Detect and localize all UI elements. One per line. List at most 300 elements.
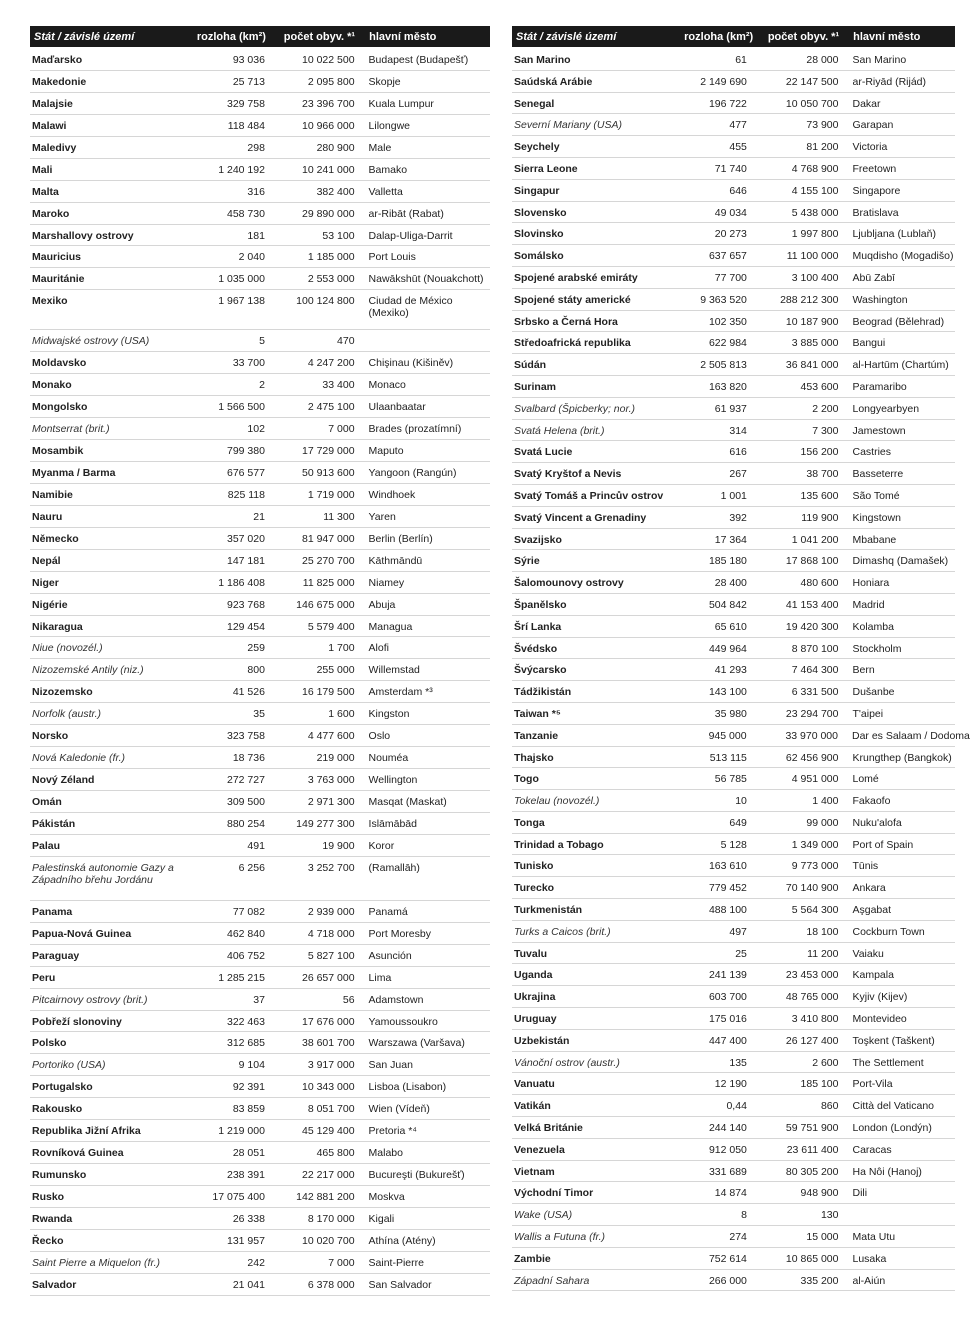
cell-capital: Kuala Lumpur (368, 97, 434, 110)
table-row (512, 1008, 955, 1030)
cell-capital: Chişinau (Kišiněv) (368, 357, 454, 370)
cell-population: 142 881 200 (296, 1191, 355, 1203)
table-row (30, 989, 490, 1011)
cell-population: 3 100 400 (791, 271, 839, 284)
cell-population: 19 420 300 (785, 620, 839, 633)
table-row (30, 659, 490, 681)
cell-name: Panama (32, 905, 73, 918)
cell-name: Zambie (514, 1252, 551, 1265)
cell-population: 4 155 100 (791, 184, 839, 197)
cell-capital: Port-Vila (852, 1078, 893, 1091)
col-header-name: Stát / závislé území (516, 30, 617, 43)
cell-population: 17 729 000 (301, 445, 355, 457)
cell-capital: (Ramallāh) (368, 861, 420, 874)
cell-area: 357 020 (226, 532, 265, 545)
table-row (30, 901, 490, 923)
cell-population: 53 100 (322, 229, 355, 242)
cell-name: Monako (32, 379, 72, 392)
cell-area: 5 (259, 335, 265, 348)
cell-name: Velká Británie (514, 1122, 583, 1135)
cell-name: Venezuela (514, 1143, 565, 1156)
cell-area: 61 (735, 54, 747, 66)
cell-name: Turecko (514, 882, 555, 895)
cell-population: 10 966 000 (301, 119, 355, 132)
cell-name: Slovinsko (514, 228, 564, 241)
cell-capital: Jamestown (852, 424, 906, 437)
cell-capital: Budapest (Budapešť) (368, 54, 469, 66)
cell-name: Svatý Kryštof a Nevis (514, 468, 622, 481)
cell-population: 1 400 (812, 795, 839, 808)
table-row (512, 463, 955, 485)
cell-population: 100 124 800 (296, 295, 355, 308)
cell-area: 912 050 (708, 1143, 747, 1156)
cell-population: 26 127 400 (785, 1034, 839, 1047)
cell-capital: Bamako (368, 163, 408, 176)
cell-name: Somálsko (514, 250, 564, 263)
cell-name: Salvador (32, 1278, 77, 1291)
cell-area: 18 736 (232, 752, 265, 765)
cell-name: Mongolsko (32, 401, 88, 414)
cell-capital: San Salvador (368, 1278, 432, 1291)
cell-population: 33 400 (322, 379, 355, 392)
cell-name: Tuvalu (514, 947, 548, 960)
cell-population: 10 241 000 (301, 163, 355, 176)
cell-name: Svatá Helena (brit.) (514, 424, 605, 437)
cell-name: Nigérie (32, 598, 68, 611)
cell-capital: Bangui (852, 337, 886, 350)
cell-area: 26 338 (232, 1212, 265, 1225)
cell-population: 10 022 500 (301, 54, 355, 66)
cell-population: 219 000 (316, 752, 355, 765)
cell-population: 10 865 000 (785, 1252, 839, 1265)
cell-area: 2 (259, 379, 265, 392)
cell-population: 18 100 (806, 925, 839, 938)
table-row (512, 550, 955, 572)
table-row (30, 769, 490, 791)
cell-population: 5 438 000 (791, 206, 839, 219)
table-row (30, 1120, 490, 1142)
table-row (30, 1011, 490, 1033)
cell-area: 8 (741, 1209, 747, 1222)
cell-capital: Garapan (852, 119, 894, 132)
cell-name: Pobřeží slonoviny (32, 1015, 122, 1028)
cell-capital: ar-Riyād (Rijád) (852, 75, 926, 88)
cell-name: Namibie (32, 488, 73, 501)
cell-population: 156 200 (800, 446, 839, 459)
cell-capital: Brades (prozatímní) (368, 423, 462, 436)
cell-name: Norsko (32, 730, 69, 743)
cell-name: Maledivy (32, 141, 77, 154)
cell-area: 513 115 (709, 751, 747, 764)
cell-population: 81 200 (806, 141, 839, 154)
cell-area: 9 104 (238, 1059, 265, 1072)
cell-area: 135 (729, 1056, 747, 1069)
cell-capital: Malabo (368, 1147, 403, 1160)
cell-name: Východní Timor (514, 1187, 594, 1200)
cell-population: 8 051 700 (307, 1103, 355, 1116)
cell-population: 22 147 500 (785, 75, 839, 88)
cell-name: Uzbekistán (514, 1034, 570, 1047)
table-row (512, 899, 955, 921)
cell-population: 2 939 000 (307, 905, 355, 918)
cell-population: 480 600 (800, 577, 839, 590)
cell-population: 7 464 300 (791, 664, 839, 677)
cell-population: 146 675 000 (296, 598, 355, 611)
cell-capital: Ulaanbaatar (368, 401, 426, 414)
cell-area: 488 100 (708, 904, 747, 917)
cell-area: 196 722 (708, 97, 747, 110)
table-row (30, 484, 490, 506)
table-row (512, 768, 955, 790)
cell-name: Palestinská autonomie Gazy a Západního břehu Jordánu (32, 861, 174, 886)
cell-capital: Abū Zabī (852, 271, 896, 284)
cell-capital: Valletta (368, 185, 403, 198)
cell-name: Maďarsko (32, 54, 83, 66)
cell-name: Niue (novozél.) (32, 642, 103, 655)
table-row (30, 703, 490, 725)
table-row (30, 181, 490, 203)
cell-area: 61 937 (714, 402, 747, 415)
cell-name: Republika Jižní Afrika (32, 1125, 141, 1138)
table-row (512, 1052, 955, 1074)
cell-population: 3 252 700 (307, 861, 355, 874)
cell-area: 5 128 (720, 838, 747, 851)
cell-capital: San Juan (368, 1059, 413, 1072)
cell-capital: The Settlement (852, 1056, 924, 1069)
cell-capital: Bucureşti (Bukurešť) (368, 1169, 465, 1182)
cell-name: Španělsko (514, 598, 567, 611)
cell-capital: Lima (368, 971, 392, 984)
table-row (30, 967, 490, 989)
cell-area: 12 190 (714, 1078, 747, 1091)
cell-capital: Dušanbe (852, 686, 895, 699)
cell-area: 17 075 400 (212, 1191, 265, 1203)
cell-capital: Madrid (852, 598, 885, 611)
cell-name: Trinidad a Tobago (514, 838, 604, 851)
cell-capital: Mata Utu (852, 1231, 896, 1244)
table-row (30, 71, 490, 93)
cell-area: 455 (729, 141, 747, 154)
cell-area: 143 100 (708, 686, 747, 699)
table-row (30, 1186, 490, 1208)
cell-area: 21 041 (232, 1278, 265, 1291)
cell-name: Šrí Lanka (514, 620, 562, 633)
table-row (512, 1248, 955, 1270)
cell-name: Nauru (32, 510, 63, 523)
cell-population: 1 997 800 (791, 228, 839, 241)
cell-population: 36 841 000 (785, 359, 839, 372)
cell-name: Rusko (32, 1191, 65, 1203)
cell-capital: Tūnis (852, 860, 879, 873)
cell-capital: Singapore (852, 184, 901, 197)
cell-area: 92 391 (232, 1081, 265, 1094)
cell-capital: Yaren (368, 510, 396, 523)
table-row (30, 1076, 490, 1098)
cell-name: Mexiko (32, 295, 68, 308)
cell-name: Turks a Caicos (brit.) (514, 925, 611, 938)
table-row (30, 923, 490, 945)
cell-area: 752 614 (708, 1252, 747, 1265)
cell-area: 28 400 (714, 577, 747, 590)
cell-population: 8 870 100 (791, 642, 839, 655)
table-row (30, 137, 490, 159)
cell-name: San Marino (514, 54, 571, 66)
table-row (512, 245, 955, 267)
table-row (30, 616, 490, 638)
cell-population: 288 212 300 (780, 293, 839, 306)
cell-name: Sýrie (514, 555, 540, 568)
table-header (30, 26, 490, 47)
cell-capital: Athína (Atény) (368, 1234, 436, 1247)
cell-area: 880 254 (226, 817, 265, 830)
cell-capital: Fakaofo (852, 795, 891, 808)
cell-area: 329 758 (226, 97, 265, 110)
cell-population: 99 000 (806, 816, 839, 829)
cell-area: 241 139 (708, 969, 747, 982)
cell-capital: Freetown (852, 162, 897, 175)
cell-area: 163 820 (708, 380, 747, 393)
cell-population: 1 185 000 (307, 251, 355, 264)
cell-population: 2 200 (812, 402, 839, 415)
cell-name: Saúdská Arábie (514, 75, 593, 88)
cell-population: 2 600 (812, 1056, 839, 1069)
cell-area: 147 181 (226, 554, 265, 567)
cell-name: Malajsie (32, 97, 73, 110)
cell-area: 35 (253, 708, 265, 721)
cell-area: 1 566 500 (218, 401, 265, 414)
cell-name: Mauritánie (32, 273, 85, 286)
cell-population: 5 579 400 (307, 620, 355, 633)
table-row (512, 1226, 955, 1248)
cell-name: Vatikán (514, 1100, 551, 1113)
cell-name: Tokelau (novozél.) (514, 795, 600, 808)
cell-area: 322 463 (226, 1015, 265, 1028)
cell-capital: Vaiaku (852, 947, 884, 960)
table-row (30, 550, 490, 572)
table-row (512, 311, 955, 333)
cell-population: 130 (820, 1209, 839, 1222)
cell-area: 312 685 (226, 1037, 265, 1050)
cell-population: 280 900 (316, 141, 355, 154)
cell-population: 6 378 000 (307, 1278, 355, 1291)
cell-area: 259 (247, 642, 265, 655)
cell-capital: Nawākshūt (Nouakchott) (368, 273, 484, 286)
cell-area: 6 256 (238, 861, 265, 874)
table-row (512, 703, 955, 725)
cell-name: Svatá Lucie (514, 446, 573, 459)
cell-capital: London (Londýn) (852, 1122, 932, 1135)
table-row (512, 638, 955, 660)
cell-population: 73 900 (806, 119, 839, 132)
cell-population: 4 247 200 (307, 357, 355, 370)
cell-capital: Masqat (Maskat) (368, 796, 447, 808)
cell-capital: Stockholm (852, 642, 902, 655)
cell-area: 309 500 (226, 796, 265, 808)
cell-area: 274 (729, 1231, 747, 1244)
cell-capital: San Marino (852, 54, 907, 66)
cell-capital: Dimashq (Damašek) (852, 555, 949, 568)
cell-capital: Willemstad (368, 664, 420, 677)
table-row (30, 246, 490, 268)
table-row (30, 835, 490, 857)
cell-area: 779 452 (708, 882, 747, 895)
cell-name: Řecko (32, 1234, 64, 1247)
cell-area: 504 842 (708, 598, 747, 611)
col-header-area: rozloha (km²) (196, 30, 266, 43)
cell-name: Nová Kaledonie (fr.) (32, 752, 125, 765)
table-row (512, 1204, 955, 1226)
cell-population: 453 600 (800, 380, 839, 393)
cell-name: Thajsko (514, 751, 554, 764)
cell-capital: Lusaka (852, 1252, 887, 1265)
cell-population: 2 553 000 (307, 273, 355, 286)
cell-name: Svatý Tomáš a Princův ostrov (514, 489, 664, 502)
cell-area: 17 364 (714, 533, 747, 546)
cell-area: 462 840 (226, 927, 265, 940)
col-header-name: Stát / závislé území (34, 30, 135, 43)
cell-capital: Saint-Pierre (368, 1256, 424, 1269)
cell-area: 49 034 (714, 206, 747, 219)
cell-population: 7 000 (328, 423, 355, 436)
cell-area: 131 957 (226, 1234, 265, 1247)
cell-name: Norfolk (austr.) (32, 708, 102, 721)
cell-population: 38 601 700 (301, 1037, 355, 1050)
cell-population: 81 947 000 (301, 532, 355, 545)
table-row (512, 1095, 955, 1117)
cell-name: Uruguay (514, 1013, 557, 1026)
cell-capital: Windhoek (368, 488, 416, 501)
cell-population: 11 200 (807, 947, 839, 960)
cell-name: Malta (32, 185, 59, 198)
cell-capital: Paramaribo (852, 380, 907, 393)
cell-name: Švédsko (514, 642, 558, 655)
cell-name: Nový Zéland (32, 774, 95, 787)
cell-area: 1 967 138 (218, 295, 265, 308)
cell-name: Svalbard (Špicberky; nor.) (514, 402, 635, 415)
cell-name: Surinam (514, 380, 557, 393)
cell-area: 41 293 (714, 664, 747, 677)
cell-name: Malawi (32, 119, 67, 132)
table-row (512, 49, 955, 71)
cell-capital: Kingstown (852, 511, 901, 524)
cell-name: Portugalsko (32, 1081, 93, 1094)
cell-population: 15 000 (806, 1231, 839, 1244)
cell-capital: Ciudad de México (Mexiko) (368, 295, 453, 320)
table-row (30, 506, 490, 528)
cell-population: 5 564 300 (791, 904, 839, 917)
cell-population: 11 825 000 (302, 576, 355, 589)
table-row (30, 1230, 490, 1252)
cell-population: 59 751 900 (785, 1122, 839, 1135)
cell-name: Turkmenistán (514, 904, 583, 917)
table-row (30, 528, 490, 550)
cell-population: 3 410 800 (791, 1013, 839, 1026)
cell-name: Senegal (514, 97, 555, 110)
cell-capital: Skopje (368, 75, 401, 88)
cell-capital: Kāthmāndū (368, 554, 423, 567)
cell-population: 41 153 400 (785, 598, 839, 611)
cell-capital: Kolamba (852, 620, 894, 633)
cell-area: 2 040 (238, 251, 265, 264)
cell-population: 4 951 000 (791, 773, 839, 786)
cell-population: 48 765 000 (785, 991, 839, 1004)
cell-name: Montserrat (brit.) (32, 423, 110, 436)
cell-capital: ar-Ribāt (Rabat) (368, 207, 444, 220)
table-row (30, 945, 490, 967)
cell-capital: Islāmābād (368, 817, 417, 830)
cell-population: 80 305 200 (785, 1165, 839, 1178)
cell-area: 118 484 (227, 119, 265, 132)
cell-population: 185 100 (800, 1078, 839, 1091)
table-row (512, 1182, 955, 1204)
cell-capital: Victoria (852, 141, 888, 154)
cell-population: 17 868 100 (785, 555, 839, 568)
table-row (30, 594, 490, 616)
cell-population: 3 917 000 (307, 1059, 355, 1072)
cell-population: 470 (337, 335, 355, 348)
cell-name: Nizozemské Antily (niz.) (32, 664, 144, 677)
cell-capital: Male (368, 141, 392, 154)
table-row (512, 594, 955, 616)
cell-population: 4 718 000 (307, 927, 355, 940)
cell-name: Nikaragua (32, 620, 83, 633)
cell-population: 26 657 000 (301, 971, 355, 984)
cell-name: Mali (32, 163, 53, 176)
table-row (30, 1142, 490, 1164)
table-row (512, 790, 955, 812)
table-row (30, 572, 490, 594)
cell-population: 38 700 (806, 468, 839, 481)
cell-area: 649 (729, 816, 747, 829)
cell-area: 2 505 813 (700, 359, 747, 372)
cell-name: Peru (32, 971, 56, 984)
cell-area: 2 149 690 (700, 75, 747, 88)
table-row (512, 747, 955, 769)
cell-population: 10 343 000 (301, 1081, 355, 1094)
table-row (512, 855, 955, 877)
cell-area: 65 610 (714, 620, 747, 633)
table-row (512, 71, 955, 93)
cell-area: 497 (729, 925, 747, 938)
cell-population: 23 611 400 (786, 1143, 839, 1156)
table-row (512, 136, 955, 158)
cell-name: Rwanda (32, 1212, 73, 1225)
cell-capital: Toşkent (Taškent) (852, 1034, 935, 1047)
cell-population: 11 300 (323, 510, 355, 523)
cell-population: 23 396 700 (301, 97, 355, 110)
cell-capital: Longyearbyen (852, 402, 920, 415)
cell-population: 28 000 (806, 54, 839, 66)
cell-area: 637 657 (708, 250, 747, 263)
cell-capital: Alofi (368, 642, 389, 655)
cell-area: 1 035 000 (218, 273, 265, 286)
cell-capital: Managua (368, 620, 413, 633)
cell-population: 19 900 (322, 839, 355, 852)
cell-capital: Honiara (852, 577, 890, 590)
cell-capital: Mbabane (852, 533, 897, 546)
cell-capital: Abuja (368, 598, 396, 611)
table-row (30, 813, 490, 835)
cell-name: Tádžikistán (514, 686, 572, 699)
cell-name: Tanzanie (514, 729, 559, 742)
cell-area: 1 001 (720, 489, 747, 502)
table-row (30, 418, 490, 440)
cell-area: 923 768 (226, 598, 265, 611)
cell-area: 298 (247, 141, 265, 154)
cell-area: 316 (247, 185, 265, 198)
table-row (30, 93, 490, 115)
table-row (30, 1098, 490, 1120)
